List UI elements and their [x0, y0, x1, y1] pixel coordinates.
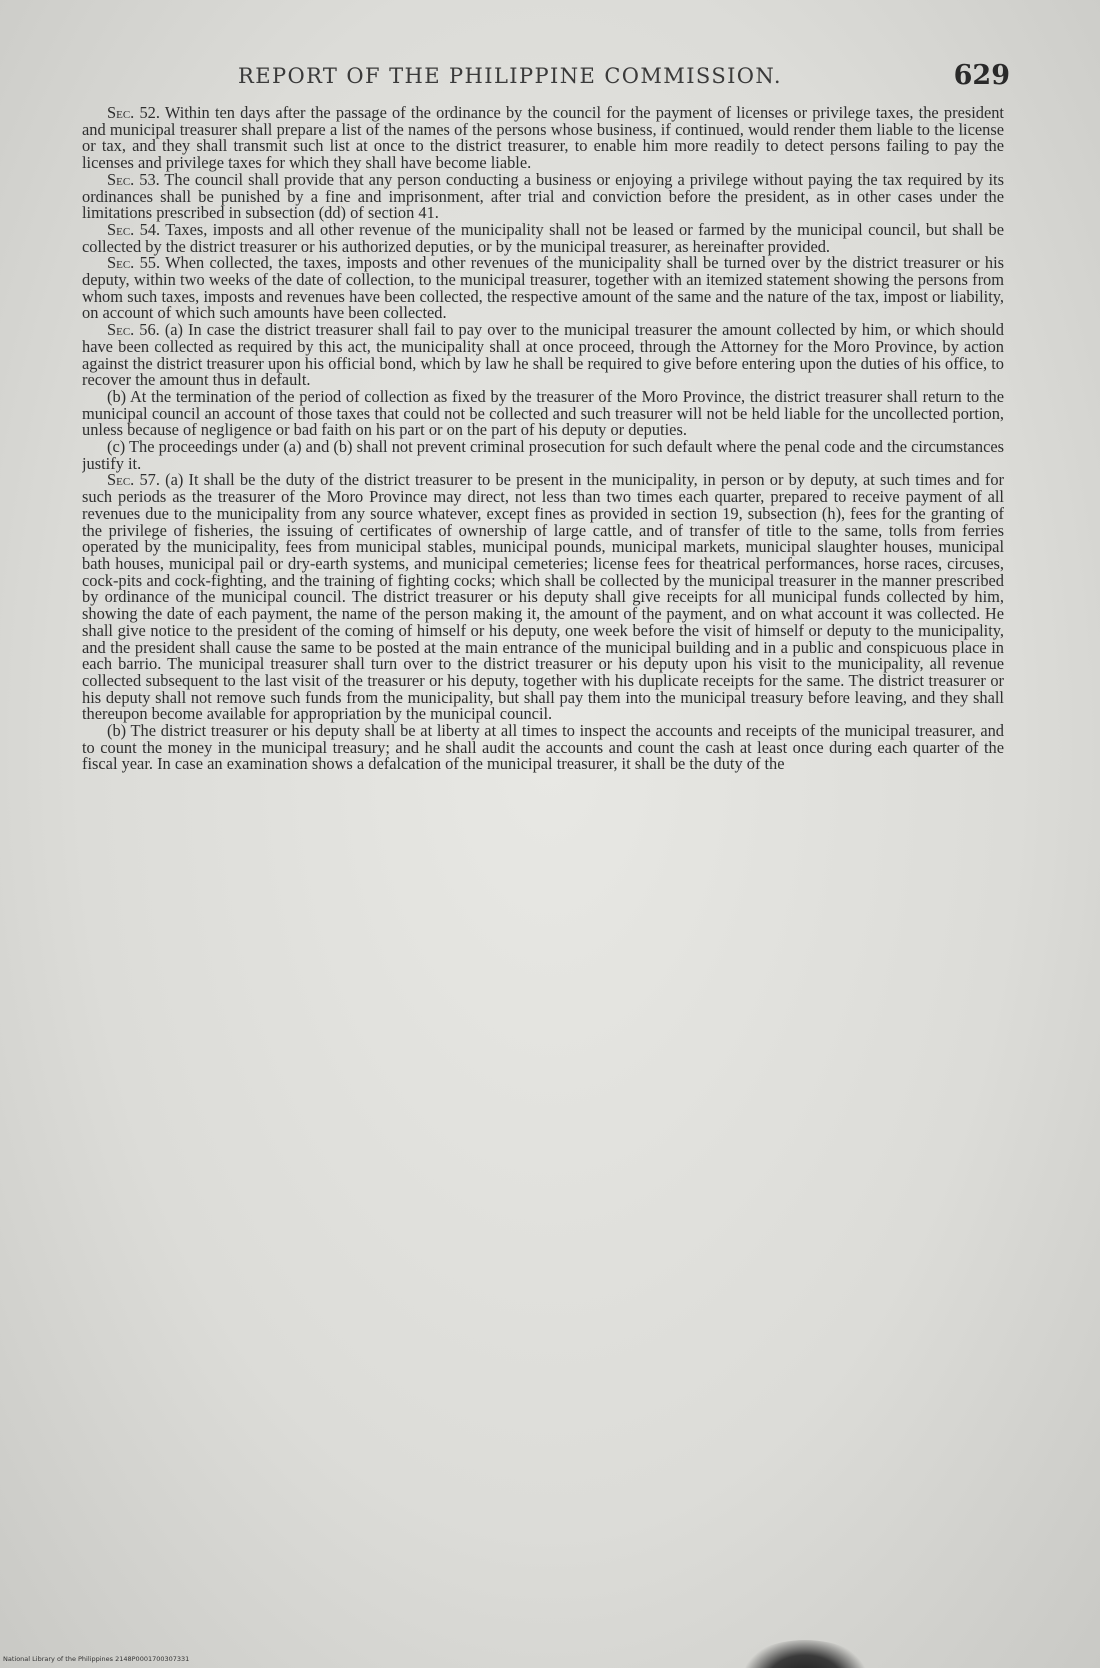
section-label: Sec. 55.	[107, 253, 161, 273]
section-label: Sec. 56.	[107, 320, 160, 340]
section-text: (b) The district treasurer or his deputy shall be at liberty at all times to inspect the accounts and receipts of the municipal treasurer, and to count the money in the municipal treasury; and he shall audit the accounts and count the cash at least once during each quarter of the fiscal year. In case an examination shows a defalcation of the municipal treasurer, it shall be the duty of the	[82, 721, 1004, 774]
page-number: 629	[953, 60, 1010, 91]
section-label: Sec. 54.	[107, 219, 161, 239]
section-53-paragraph	[82, 169, 1004, 223]
section-label: Sec. 53.	[107, 169, 160, 189]
section-56a-paragraph	[82, 322, 1004, 389]
section-text: Within ten days after the passage of the ordinance by the council for the payment of licenses or privilege taxes, the president and municipal treasurer shall prepare a list of the names of the persons whose business, if continued, would render them liable to the license or tax, and they shall transmit such list at once to the district treasurer, to enable him more readily to detect persons failing to pay the licenses and privilege taxes for which they shall have become liable.	[82, 105, 1004, 173]
section-text: (b) At the termination of the period of collection as fixed by the treasurer of the Moro Province, the district treasurer shall return to the municipal council an account of those taxes that could not be collected and such treasurer will not be held liable for the uncollected portion, unless because of negligence or bad faith on his part or on the part of his deputy or deputies.	[82, 386, 1004, 440]
section-text: (c) The proceedings under (a) and (b) shall not prevent criminal prosecution for such default where the penal code and the circumstances justify it.	[82, 437, 1004, 473]
section-57a-paragraph	[82, 472, 1004, 723]
section-label: Sec. 57.	[107, 470, 160, 490]
section-label: Sec. 52.	[107, 105, 160, 122]
section-text: Taxes, imposts and all other revenue of the municipality shall not be leased or farmed by the municipal council, but shall be collected by the district treasurer or his authorized deputies, or by the municipal treasurer, as hereinafter provided.	[82, 219, 1004, 256]
section-54-paragraph	[82, 219, 1004, 256]
section-text: (a) In case the district treasurer shall fail to pay over to the municipal treasurer the amount collected by him, or which should have been collected as required by this act, the municipality shall at once proceed, through the Attorney for the Moro Province, by action against the district treasurer upon his official bond, which by law he shall be required to give before entering upon the duties of his office, to recover the amount thus in default.	[82, 320, 1004, 390]
section-text: (a) It shall be the duty of the district treasurer to be present in the municipality, in person or by deputy, at such times and for such periods as the treasurer of the Moro Province may direct, not less than two times each quarter, prepared to receive payment of all revenues due to the municipality from any source whatever, except fines as provided in section 19, subsection (h), fees for the granting of the privilege of fisheries, the issuing of certificates of ownership of large cattle, and of transfer of title to the same, tolls from ferries operated by the municipality, fees from municipal stables, municipal pounds, municipal markets, municipal slaughter houses, municipal bath houses, municipal pail or dry-earth systems, and municipal cemeteries; license fees for theatrical performances, horse races, circuses, cock-pits and cock-fighting, and the training of fighting cocks; which shall be collected by the municipal treasurer in the manner prescribed by ordinance of the municipal council. The district treasurer or his deputy shall give receipts for all municipal funds collected by him, showing the date of each payment, the name of the person making it, the amount of the payment, and on what account it was collected. He shall give notice to the president of the coming of himself or his deputy, one week before the visit of himself or deputy to the municipality, and the president shall cause the same to be posted at the main entrance of the municipal building and in a public and conspicuous place in each barrio. The municipal treasurer shall turn over to the district treasurer or his deputy upon his visit to the municipality, all revenue collected subsequent to the last visit of the treasurer or his deputy, together with his duplicate receipts for the same. The district treasurer or his deputy shall not remove such funds from the municipality, but shall pay them into the municipal treasury before leaving, and they shall thereupon become available for appropriation by the municipal council.	[82, 470, 1004, 724]
scan-thumb-shadow	[745, 1640, 865, 1668]
body-text	[82, 105, 1004, 1605]
page-header	[238, 60, 1010, 96]
section-57b-paragraph	[82, 723, 1004, 773]
running-title: REPORT OF THE PHILIPPINE COMMISSION.	[238, 64, 782, 88]
section-52-paragraph	[82, 105, 1004, 172]
section-55-paragraph	[82, 255, 1004, 322]
section-56c-paragraph	[82, 439, 1004, 472]
scan-source-note: National Library of the Philippines 2148P0001700307331​	[3, 1655, 190, 1663]
section-56b-paragraph	[82, 386, 1004, 440]
section-text: The council shall provide that any person conducting a business or enjoying a privilege without paying the tax required by its ordinances shall be punished by a fine and imprisonment, after trial and conviction before the president, as in other cases under the limitations prescribed in subsection (dd) of section 41.	[82, 169, 1004, 223]
section-text: When collected, the taxes, imposts and other revenues of the municipality shall be turned over by the district treasurer or his deputy, within two weeks of the date of collection, to the municipal treasurer, together with an itemized statement showing the persons from whom such taxes, imposts and revenues have been collected, the respective amount of the same and the nature of the tax, impost or liability, on account of which such amounts have been collected.	[82, 253, 1004, 323]
